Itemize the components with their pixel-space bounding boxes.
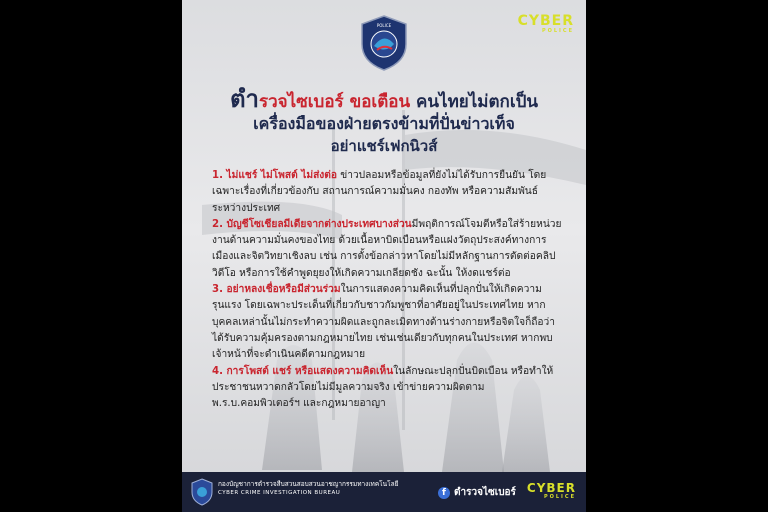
warning-item-head: 1. ไม่แชร์ ไม่โพสต์ ไม่ส่งต่อ: [212, 170, 338, 181]
warning-item-head: 4. การโพสต์ แชร์ หรือแสดงความคิดเห็น: [212, 365, 394, 377]
facebook-link[interactable]: [438, 485, 516, 500]
headline-line1: [182, 85, 586, 113]
warning-item-text: มีพฤติการณ์โจมตีหรือใส่ร้ายหน่วยงานด้านความมั่นคงของไทย ด้วยเนื้อหาบิดเบือนหรือแฝงวัตถุประสงค์ทางการเมืองและจิตวิทยาเชิงลบ เช่น การตั้งข้อกล่าวหาโดยไม่มีหลักฐานการตัดต่อคลิปวิดีโอ หรือการใช้คำพูดยุยงให้เกิดความเกลียดชัง ฉะนั้น ให้งดแชร์ต่อ: [212, 218, 562, 279]
bureau-shield-icon: [190, 478, 214, 506]
logo-text: POLICE: [376, 23, 392, 28]
facebook-icon: f: [438, 487, 450, 499]
warning-item-4: [212, 364, 562, 413]
bureau-name: [218, 480, 398, 498]
warning-item-text: ข่าวปลอมหรือข้อมูลที่ยังไม่ได้รับการยืนยัน โดยเฉพาะเรื่องที่เกี่ยวข้องกับ สถานการณ์ความมั่นคง กองทัพ หรือความสัมพันธ์ระหว่างประเทศ: [212, 170, 547, 214]
warning-item-text: ในการแสดงความคิดเห็นที่ปลุกปั่นให้เกิดความรุนแรง โดยเฉพาะประเด็นที่เกี่ยวกับชาวกัมพูชาที่อาศัยอยู่ในประเทศไทย หากบุคคลเหล่านั้นไม่กระทำความผิดและถูกละเมิดทางด้านร่างกายหรือจิตใจก็ถือว่าได้รับความคุ้มครองตามกฎหมายไทย เช่นเช่นเดียวกับทุกคนในประเทศ หากพบเจ้าหน้าที่จะดำเนินคดีตามกฎหมาย: [212, 284, 555, 361]
headline-line2: เครื่องมือของฝ่ายตรงข้ามที่ปั่นข่าวเท็จ: [253, 114, 515, 133]
footer-brand-sub: POLICE: [543, 494, 576, 500]
police-shield-logo: [358, 14, 410, 72]
cyber-police-brand: [518, 14, 574, 34]
headline-part2: ขอเตือน: [349, 92, 411, 112]
footer-bar: [182, 472, 586, 512]
bureau-name-th: กองบัญชาการตำรวจสืบสวนสอบสวนอาชญากรรมทางเทคโนโลยี: [218, 480, 399, 488]
warning-item-3: [212, 282, 562, 363]
brand-sub: POLICE: [541, 28, 574, 34]
headline-part1: รวจไซเบอร์: [259, 92, 344, 112]
brand-name: CYBER: [517, 13, 574, 29]
warning-item-head: 2. บัญชีโซเชียลมีเดียจากต่างประเทศบางส่วน: [212, 218, 412, 230]
facebook-page-name: ตำรวจไซเบอร์: [454, 487, 516, 498]
headline-part3: คนไทยไม่ตกเป็น: [416, 92, 539, 112]
warning-item-1: [212, 168, 562, 217]
headline-big-t: ตำ: [229, 85, 259, 113]
warning-item-2: [212, 217, 562, 282]
headline-line3: อย่าแชร์เฟกนิวส์: [330, 137, 438, 155]
headline: [182, 85, 586, 157]
footer-brand-name: CYBER: [526, 481, 576, 495]
footer-cyber-police-brand: [527, 482, 576, 500]
warning-item-text: ในลักษณะปลุกปั่นบิดเบือน หรือทำให้ประชาชนหวาดกลัวโดยไม่มีมูลความจริง เข้าข่ายความผิดตาม พ.ร.บ.คอมพิวเตอร์ฯ และกฎหมายอาญา: [212, 365, 554, 410]
bureau-name-en: CYBER CRIME INVESTIGATION BUREAU: [218, 490, 341, 496]
warning-list: [212, 168, 562, 412]
poster: [182, 0, 586, 512]
warning-item-head: 3. อย่าหลงเชื่อหรือมีส่วนร่วม: [212, 284, 341, 296]
